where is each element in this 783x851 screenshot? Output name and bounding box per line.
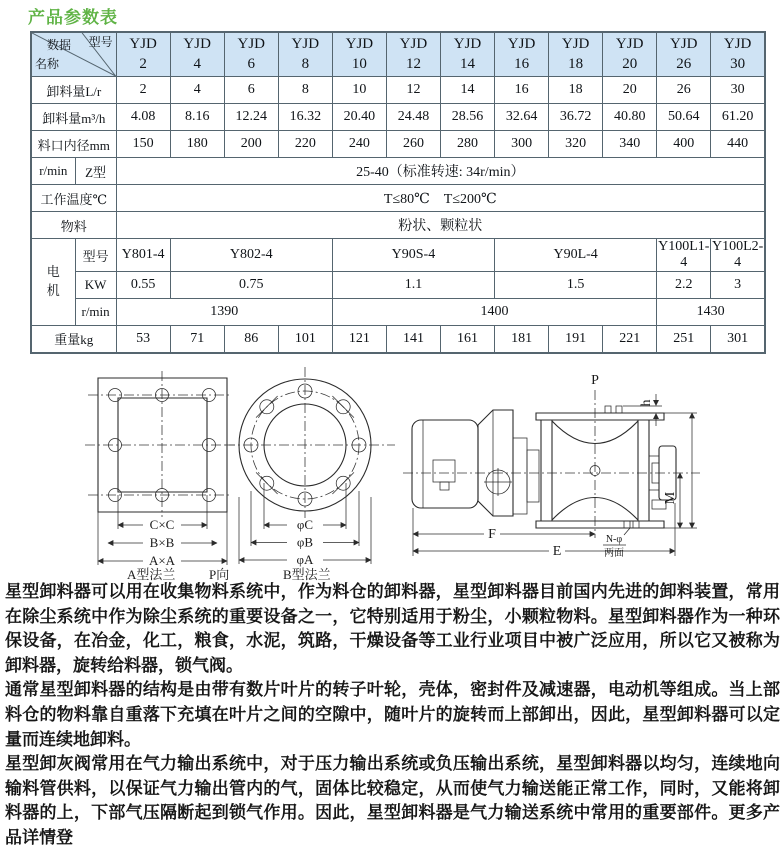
model-header-cell — [440, 32, 494, 77]
value-cell: 141 — [386, 326, 440, 353]
value-cell: 181 — [495, 326, 549, 353]
model-number: 8 — [301, 55, 310, 72]
dim-label-p: P — [591, 373, 599, 388]
model-header-cell — [549, 32, 603, 77]
model-number: 10 — [351, 55, 367, 72]
model-number: 30 — [730, 55, 746, 72]
value-cell: 26 — [657, 77, 711, 104]
value-cell: 6 — [224, 77, 278, 104]
row-label: 型号 — [75, 239, 116, 272]
model-prefix: YJD — [237, 36, 265, 52]
value-cell: 28.56 — [440, 104, 494, 131]
model-prefix: YJD — [723, 36, 752, 52]
value-cell: 53 — [116, 326, 170, 353]
value-cell: 16.32 — [278, 104, 332, 131]
value-cell: Y100L2-4 — [711, 239, 764, 270]
dim-label-phib: φB — [296, 534, 314, 550]
model-number: 26 — [676, 55, 692, 72]
value-cell: 280 — [440, 131, 494, 158]
table-row — [31, 77, 765, 104]
model-number: 12 — [405, 55, 421, 72]
value-cell: 20.40 — [332, 104, 386, 131]
value-cell: 16 — [495, 77, 549, 104]
table-row — [31, 158, 765, 185]
model-number: 14 — [460, 55, 475, 72]
model-number: 18 — [568, 55, 584, 72]
dim-label-f: F — [488, 527, 496, 542]
value-cell: 36.72 — [549, 104, 603, 131]
value-cell: 200 — [224, 131, 278, 158]
flange-a-caption: A型法兰 — [127, 567, 176, 582]
value-cell: 191 — [549, 326, 603, 353]
row-label: 料口内径mm — [31, 131, 116, 158]
value-cell: 1390 — [116, 299, 332, 326]
value-cell: 8 — [278, 77, 332, 104]
model-header-cell — [116, 32, 170, 77]
value-cell: 101 — [278, 326, 332, 353]
row-label: 物料 — [31, 212, 116, 239]
value-cell: 121 — [332, 326, 386, 353]
dim-label-axa: A×A — [148, 553, 176, 568]
value-cell: Y90S-4 — [332, 239, 494, 272]
row-label: 重量kg — [31, 326, 116, 353]
description-paragraph: 星型卸料器可以用在收集物料系统中，作为料仓的卸料器，星型卸料器目前国内先进的卸料装置，常用在除尘系统中作为除尘系统的重要设备之一，它特别适用于粉尘，小颗粒物料。星型卸料器作为一种环保设备，在冶金，化工，粮食，水泥，筑路，干燥设备等工业行业项目中被广泛应用，所以它又被称为卸料器，旋转给料器，锁气阀。 — [5, 582, 780, 676]
model-prefix: YJD — [291, 36, 320, 52]
value-cell: 86 — [224, 326, 278, 353]
group-label — [31, 239, 75, 326]
row-label: r/min — [75, 299, 116, 326]
table-row — [31, 326, 765, 353]
row-label: r/min — [31, 158, 75, 185]
model-number: 2 — [139, 55, 147, 72]
value-cell: 320 — [549, 131, 603, 158]
row-label: KW — [75, 272, 116, 299]
value-cell: Y801-4 — [116, 239, 170, 272]
value-cell: 1430 — [657, 299, 765, 326]
table-row — [31, 131, 765, 158]
value-cell: 301 — [711, 326, 765, 353]
value-cell: 161 — [440, 326, 494, 353]
value-cell: 4.08 — [116, 104, 170, 131]
dim-label-cxc: C×C — [149, 517, 175, 532]
value-cell: 2.2 — [657, 272, 711, 299]
value-cell: 260 — [386, 131, 440, 158]
model-prefix: YJD — [669, 36, 698, 52]
flange-a-drawing — [85, 365, 235, 577]
table-row — [31, 104, 765, 131]
value-cell: 12.24 — [224, 104, 278, 131]
model-header-cell — [224, 32, 278, 77]
model-header-cell — [332, 32, 386, 77]
model-number: 4 — [193, 55, 201, 72]
value-cell: 0.55 — [116, 272, 170, 299]
dim-label-m: M — [663, 491, 678, 505]
value-cell: 1400 — [332, 299, 656, 326]
span-value-cell: T≤80℃ T≤200℃ — [116, 185, 765, 212]
description-paragraph: 通常星型卸料器的结构是由带有数片叶片的转子叶轮，壳体，密封件及减速器，电动机等组成。当上部料仓的物料靠自重落下充填在叶片之间的空隙中，随叶片的旋转而上部卸出，因此，星型卸料器可以定量而连续地卸料。 — [5, 680, 780, 750]
corner-header-cell — [31, 32, 116, 77]
value-cell: 240 — [332, 131, 386, 158]
span-value-cell: 粉状、颗粒状 — [116, 212, 765, 239]
value-cell: 180 — [170, 131, 224, 158]
group-label-text: 电机 — [46, 264, 60, 298]
flange-b-caption: B型法兰 — [283, 567, 331, 582]
table-row — [31, 272, 765, 299]
model-header-cell — [657, 32, 711, 77]
model-prefix: YJD — [129, 36, 157, 52]
value-cell: 150 — [116, 131, 170, 158]
table-row — [31, 239, 765, 272]
span-value-cell: 25-40（标准转速: 34r/min） — [116, 158, 765, 185]
value-cell: 221 — [603, 326, 657, 353]
model-header-cell — [170, 32, 224, 77]
value-cell: 440 — [711, 131, 765, 158]
dim-label-e: E — [552, 544, 562, 559]
row-sublabel: Z型 — [75, 158, 116, 185]
model-header-cell — [711, 32, 765, 77]
table-row — [31, 299, 765, 326]
value-cell: 251 — [657, 326, 711, 353]
value-cell: Y100L1-4 — [658, 239, 710, 270]
model-prefix: YJD — [561, 36, 590, 52]
corner-label-name: 名称 — [35, 57, 60, 72]
value-cell: 0.75 — [170, 272, 332, 299]
value-cell: 300 — [495, 131, 549, 158]
value-cell: 1.5 — [495, 272, 657, 299]
value-cell: 340 — [603, 131, 657, 158]
value-cell: 71 — [170, 326, 224, 353]
row-label: 卸料量m³/h — [31, 104, 116, 131]
value-cell: 30 — [711, 77, 765, 104]
value-cell: 20 — [603, 77, 657, 104]
flange-b-drawing — [225, 365, 395, 577]
value-cell: Y802-4 — [170, 239, 332, 272]
dim-label-phia: φA — [296, 552, 314, 567]
value-cell: 8.16 — [170, 104, 224, 131]
value-cell: 61.20 — [711, 104, 765, 131]
dim-label-phic: φC — [296, 517, 314, 532]
valve-side-view-drawing — [400, 368, 710, 573]
model-prefix: YJD — [345, 36, 374, 52]
value-cell: 40.80 — [603, 104, 657, 131]
model-number: 6 — [247, 55, 255, 72]
model-prefix: YJD — [615, 36, 644, 52]
value-cell: 1.1 — [332, 272, 494, 299]
corner-label-data: 数据 — [47, 38, 72, 52]
value-cell: 12 — [386, 77, 440, 104]
model-header-cell — [278, 32, 332, 77]
value-cell: 24.48 — [386, 104, 440, 131]
view-direction-label: P向 — [209, 567, 230, 582]
value-cell: 50.64 — [657, 104, 711, 131]
value-cell: 4 — [170, 77, 224, 104]
description-paragraph: 星型卸灰阀常用在气力输出系统中，对于压力输出系统或负压输出系统，星型卸料器以均匀，连续地向输料管供料，以保证气力输出管内的气，固体比较稳定，从而使气力输送能正常工作，同时，又能将卸料器的上，下部气压隔断起到锁气作用。因此，星型卸料器是气力输送系统中常用的重要部件。更多产品详情登 — [5, 754, 780, 848]
table-row — [31, 185, 765, 212]
model-number: 16 — [514, 55, 530, 72]
value-cell: 32.64 — [495, 104, 549, 131]
bolt-note-top: N-φ — [605, 534, 623, 545]
value-cell: 400 — [657, 131, 711, 158]
row-label: 工作温度℃ — [31, 185, 116, 212]
model-header-cell — [603, 32, 657, 77]
product-spec-table — [30, 31, 766, 354]
model-header-cell — [495, 32, 549, 77]
value-cell: 14 — [440, 77, 494, 104]
value-cell: 18 — [549, 77, 603, 104]
dim-label-h: h — [639, 399, 654, 407]
model-prefix: YJD — [183, 36, 211, 52]
row-label: 卸料量L/r — [31, 77, 116, 104]
corner-label-model: 型号 — [88, 35, 113, 49]
value-cell: Y90L-4 — [495, 239, 657, 272]
value-cell: 3 — [711, 272, 765, 299]
model-prefix: YJD — [453, 36, 482, 52]
value-cell: 2 — [116, 77, 170, 104]
model-prefix: YJD — [507, 36, 536, 52]
table-row — [31, 212, 765, 239]
model-header-cell — [386, 32, 440, 77]
dim-label-bxb: B×B — [149, 535, 175, 550]
value-cell: 220 — [278, 131, 332, 158]
bolt-note-bottom: 两面 — [604, 548, 624, 559]
page-title: 产品参数表 — [28, 8, 118, 28]
model-number: 20 — [622, 55, 638, 72]
value-cell: 10 — [332, 77, 386, 104]
model-prefix: YJD — [399, 36, 428, 52]
